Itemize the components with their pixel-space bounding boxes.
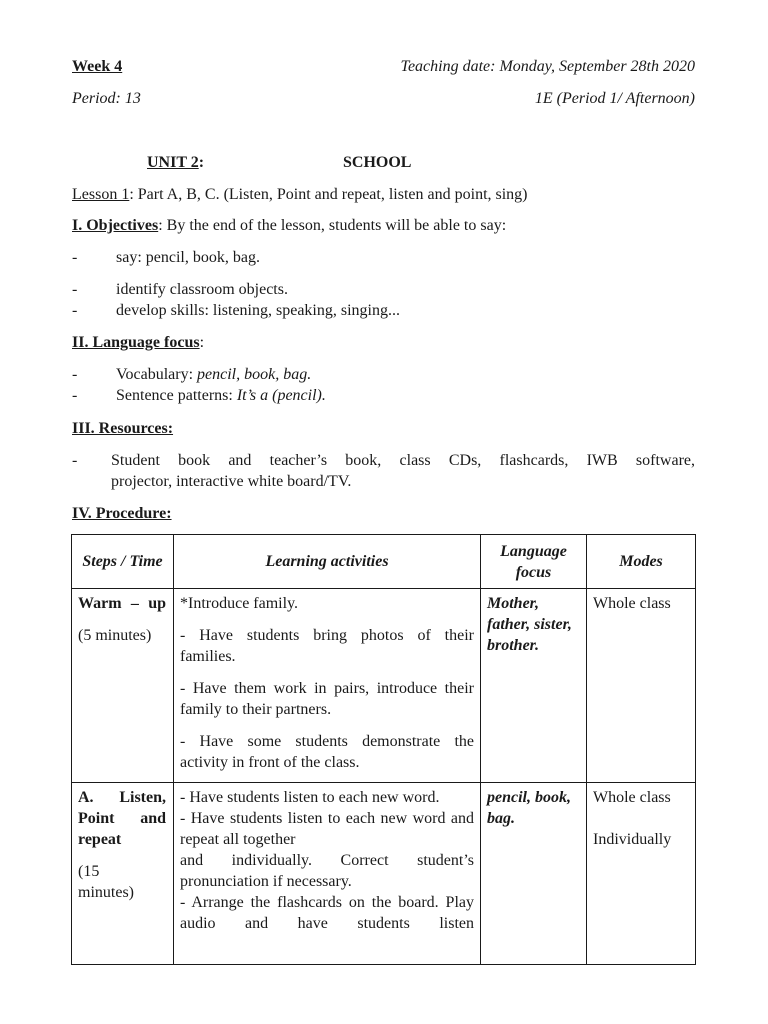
step-cell	[72, 783, 174, 965]
procedure-table	[71, 534, 696, 965]
activity-item: - Have some students demonstrate the activity in front of the class.	[180, 733, 474, 771]
language-focus-heading: II. Language focus:	[72, 334, 205, 351]
focus-cell: pencil, book, bag.	[481, 783, 587, 965]
unit-title: SCHOOL	[343, 154, 412, 171]
resources-line-1: Student book and teacher’s book, class CDs, flashcards, IWB software,	[111, 452, 695, 469]
lesson-plan-page: Week 4 Teaching date: Monday, September 28th 2020 Period: 13 1E (Period 1/ Afternoon) UNIT 2: SCHOOL Lesson 1: Part A, B, C. (Listen, Point and repeat, listen and point, sing) I. Objectives: By the end of the lesson, students will be able to say: - say: pencil, book, bag. - identify classroom objects. - develop skills: listening, speaking, singing... II. Language focus: - Vocabulary: pencil, book, bag. - Sentence patterns: It’s a (pencil). III. Resources: - Student book and teacher’s book, class CDs, flashcards, IWB software, projector, interactive white board/TV. IV. Procedure: Steps / Time Learning activities Language focus Modes Warm – up (5 minutes) *Introduce family. - Have students bring photos of their families. - Have them work in pairs, introduce their family to their partners. - Have some students demonstrate the activity in front of the class. Mother, father, sister, brother. Whole class A. Listen, Point and repeat (15 minutes) - Have students listen to each new word. - Have students listen to each new word and repeat all together and individually. Correct student’s pronunciation if necessary. - Arrange the flashcards on the board. Play audio and have students listen pencil, book, bag. Whole class Individually	[0, 0, 768, 1024]
activity-item: *Introduce family.	[180, 595, 299, 612]
week-label: Week 4	[72, 58, 123, 75]
step-name: Warm – up	[78, 595, 166, 612]
mode-item: Individually	[593, 831, 672, 848]
step-name: A. Listen, Point and repeat	[78, 789, 166, 848]
activity-item: - Have students listen to each new word.	[180, 789, 440, 806]
mode-item: Whole class	[593, 595, 671, 612]
step-time: (5 minutes)	[78, 627, 152, 644]
objectives-line: I. Objectives: By the end of the lesson, students will be able to say:	[72, 217, 507, 234]
table-header-row	[72, 535, 696, 589]
class-info: 1E (Period 1/ Afternoon)	[534, 90, 695, 107]
step-time: (15 minutes)	[78, 863, 134, 901]
activities-cell	[174, 589, 481, 783]
table-row	[72, 783, 696, 965]
procedure-heading: IV. Procedure:	[72, 505, 172, 522]
activities-cell	[174, 783, 481, 965]
step-cell	[72, 589, 174, 783]
activity-item: - Have students listen to each new word and repeat all together	[180, 810, 474, 848]
column-header-focus: Language focus	[481, 535, 587, 589]
teaching-date: Teaching date: Monday, September 28th 2020	[400, 58, 695, 75]
activity-item: - Have students bring photos of their families.	[180, 627, 474, 665]
modes-cell	[587, 783, 696, 965]
column-header-steps: Steps / Time	[72, 535, 174, 589]
period-label: Period: 13	[72, 90, 141, 107]
activity-item: - Arrange the flashcards on the board. Play audio and have students listen	[180, 894, 474, 932]
activity-item: and individually. Correct student’s pronunciation if necessary.	[180, 852, 474, 890]
focus-cell: Mother, father, sister, brother.	[481, 589, 587, 783]
column-header-modes: Modes	[587, 535, 696, 589]
modes-cell	[587, 589, 696, 783]
activity-item: - Have them work in pairs, introduce their family to their partners.	[180, 680, 474, 718]
resources-heading: III. Resources:	[72, 420, 174, 437]
unit-label: UNIT 2:	[147, 154, 205, 171]
resources-dash: -	[72, 452, 78, 469]
resources-line-2: projector, interactive white board/TV.	[111, 473, 352, 490]
mode-item: Whole class	[593, 789, 671, 806]
lesson-line: Lesson 1: Part A, B, C. (Listen, Point and repeat, listen and point, sing)	[72, 186, 528, 203]
table-row	[72, 589, 696, 783]
column-header-activities: Learning activities	[174, 535, 481, 589]
